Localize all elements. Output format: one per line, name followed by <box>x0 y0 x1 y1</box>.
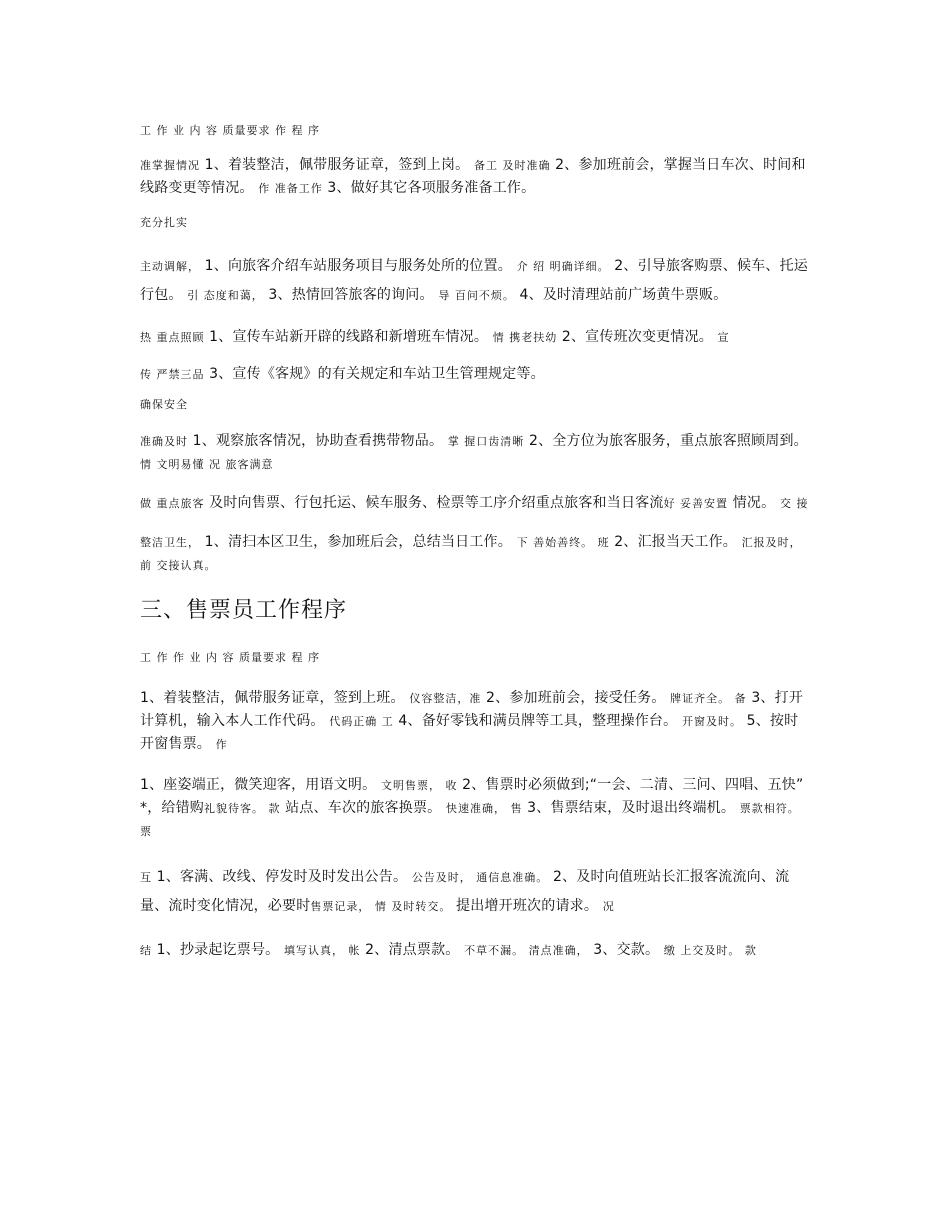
body-text: 3、热情回答旅客的询问。 <box>263 287 439 303</box>
annotation-text: 主动调解， <box>140 260 200 273</box>
body-text: 3、售票结束，及时退出终端机。 <box>522 800 740 816</box>
annotation-text: 汇报及时， 前 交接认真。 <box>140 536 802 572</box>
paragraph-key-passengers <box>140 492 810 515</box>
annotation-text: 导 百问不烦。 <box>438 289 515 302</box>
annotation-text: 做 重点旅客 <box>140 497 205 510</box>
annotation-text: 好 妥善安置 <box>663 497 729 510</box>
body-text: 情况。 <box>728 495 780 511</box>
annotation-text: 交 接 <box>779 497 809 510</box>
annotation-text: 快速准确， 售 <box>446 802 523 815</box>
body-text: 3、宣传《客规》的有关规定和车站卫生管理规定等。 <box>204 366 545 382</box>
paragraph-publicity-1 <box>140 326 810 349</box>
annotation-text: 开窗及时。 <box>681 715 742 728</box>
body-text: 4、备好零钱和满员牌等工具，整理操作台。 <box>393 713 682 729</box>
body-text: 2、参加班前会，掌握当日车次、时间和线路变更等情况。 <box>140 157 806 196</box>
annotation-text: 结 <box>140 944 152 957</box>
annotation-text: 传 严禁三品 <box>140 368 205 381</box>
paragraph-guidance <box>140 252 810 310</box>
annotation-text: 整洁卫生， <box>140 536 200 549</box>
body-text: 1、座姿端正，微笑迎客，用语文明。 <box>140 777 381 793</box>
paragraph-settlement <box>140 939 810 962</box>
annotation-text: 下 善始善终。 班 <box>516 536 610 549</box>
body-text: 及时向售票、行包托运、候车服务、检票等工序介绍重点旅客和当日客流 <box>204 495 664 511</box>
body-text: 2、参加班前会，接受任务。 <box>481 690 671 706</box>
annotation-text: 引 态度和蔼， <box>187 289 264 302</box>
body-text: 1、观察旅客情况，协助查看携带物品。 <box>188 433 448 449</box>
annotation-text: 作 <box>215 738 228 751</box>
annotation-text: 代码正确 工 <box>329 715 394 728</box>
body-text: 2、引导旅客购票、候车、托运行包。 <box>140 258 808 303</box>
table-header-2: 工 作 作 业 内 容 质量要求 程 序 <box>140 651 320 664</box>
annotation-text: 票款相符。 票 <box>140 802 800 838</box>
annotation-text: 掌 握口齿清晰 <box>447 435 525 448</box>
body-text: 2、售票时必须做到;“一会、二清、三问、四唱、五快” *，给错购 <box>140 777 804 816</box>
annotation-text: 情 文明易懂 况 旅客满意 <box>140 458 274 471</box>
annotation-text: 宣 <box>717 331 730 344</box>
annotation-text: 公告及时， 通信息准确。 <box>411 871 549 884</box>
body-text: 5、按时开窗售票。 <box>140 713 799 752</box>
label-safety: 确保安全 <box>140 398 188 411</box>
annotation-text: 情 携老扶幼 <box>492 331 558 344</box>
annotation-text: 缴 上交及时。 款 <box>663 944 757 957</box>
annotation-text: 仪容整洁，准 <box>409 692 482 705</box>
annotation-text: 作 准备工作 <box>258 182 323 195</box>
annotation-text: 介 绍 明确详细。 <box>516 260 610 273</box>
body-text: 3、打开计算机，输入本人工作代码。 <box>140 690 804 729</box>
body-text: 3、交款。 <box>588 942 664 958</box>
body-text: 2、清点票款。 <box>360 942 465 958</box>
annotation-text: 准确及时 <box>140 435 188 448</box>
body-text: 1、向旅客介绍车站服务项目与服务处所的位置。 <box>200 258 517 274</box>
document-content <box>140 122 810 962</box>
body-text: 2、全方位为旅客服务，重点旅客照顾周到。 <box>524 433 808 449</box>
body-text: 站点、车次的旅客换票。 <box>280 800 446 816</box>
section-heading: 三、售票员工作程序 <box>140 598 348 623</box>
body-text: 1、抄录起讫票号。 <box>152 942 285 958</box>
annotation-text: 不草不漏。 清点准确， <box>464 944 589 957</box>
body-text: 1、着装整洁，佩带服务证章，签到上班。 <box>140 690 410 706</box>
body-text: 2、及时向值班站长汇报客流流向、流量、流时变化情况，必要时 <box>140 869 790 914</box>
annotation-text: 填写认真， 帐 <box>284 944 361 957</box>
paragraph-info-exchange <box>140 863 810 921</box>
annotation-text: 售票记录， 情 及时转交。 <box>310 900 452 913</box>
body-text: 1、客满、改线、停发时及时发出公告。 <box>152 869 412 885</box>
body-text: 2、宣传班次变更情况。 <box>557 329 718 345</box>
annotation-text: 备工 及时准确 <box>474 159 551 172</box>
body-text: 3、做好其它各项服务准备工作。 <box>322 180 536 196</box>
label-chongfen: 充分扎实 <box>140 216 188 229</box>
paragraph-observe <box>140 430 810 476</box>
body-text: 1、着装整洁，佩带服务证章，签到上岗。 <box>200 157 475 173</box>
paragraph-handover <box>140 531 810 577</box>
body-text: 1、清扫本区卫生，参加班后会，总结当日工作。 <box>200 534 517 550</box>
body-text: 提出增开班次的请求。 <box>451 898 603 914</box>
paragraph-ticket-prep <box>140 687 810 756</box>
annotation-text: 热 重点照顾 <box>140 331 205 344</box>
annotation-text: 牌证齐全。 备 <box>670 692 747 705</box>
annotation-text: 文明售票， 收 <box>380 779 458 792</box>
annotation-text: 礼貌待客。 款 <box>204 802 281 815</box>
table-header-1: 工 作 业 内 容 质量要求 作 程 序 <box>140 124 320 137</box>
paragraph-publicity-2 <box>140 363 810 386</box>
annotation-text: 准掌握情况 <box>140 159 200 172</box>
paragraph-preparation <box>140 154 810 200</box>
annotation-text: 况 <box>602 900 615 913</box>
body-text: 1、宣传车站新开辟的线路和新增班车情况。 <box>204 329 493 345</box>
paragraph-ticket-sale <box>140 774 810 843</box>
body-text: 2、汇报当天工作。 <box>609 534 742 550</box>
annotation-text: 互 <box>140 871 152 884</box>
body-text: 4、及时清理站前广场黄牛票贩。 <box>514 287 728 303</box>
